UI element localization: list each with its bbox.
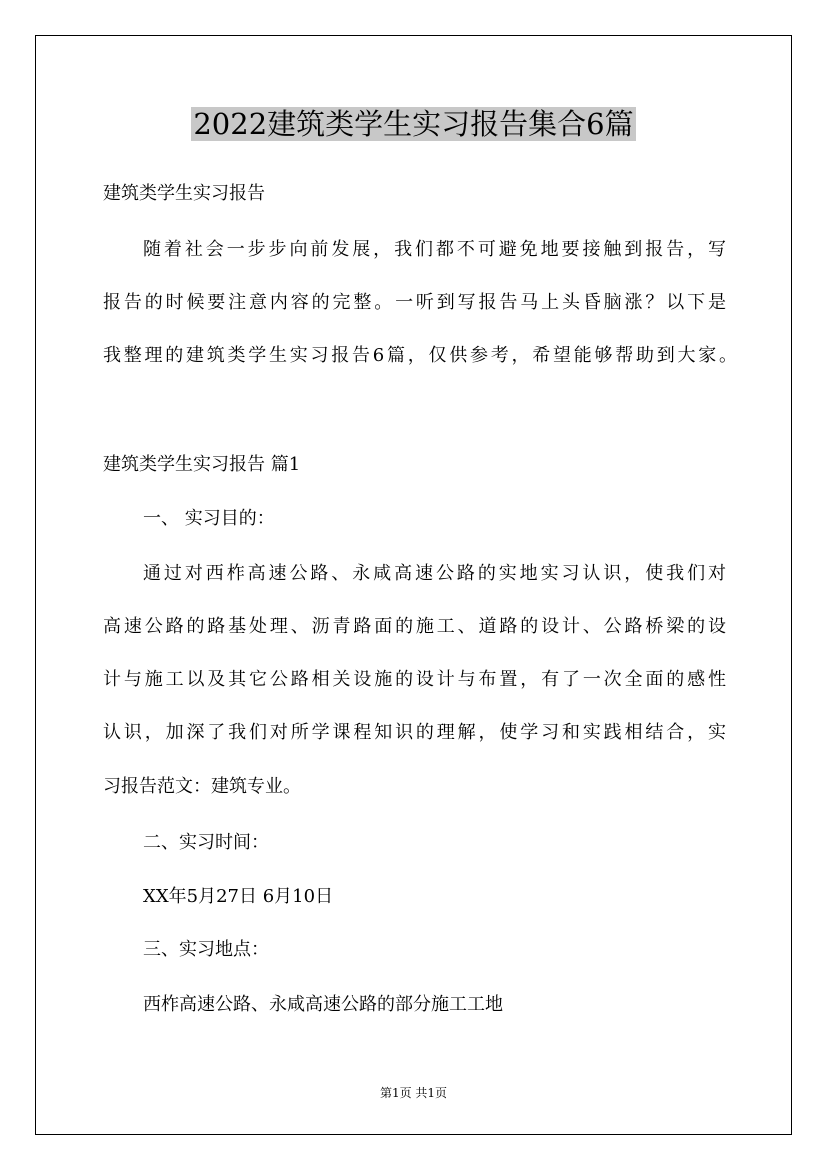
time-heading: 二、实习时间： xyxy=(143,832,269,853)
place-value: 西柞高速公路、永咸高速公路的部分施工工地 xyxy=(143,994,503,1015)
place-heading: 三、实习地点： xyxy=(143,939,269,960)
purpose-line-2: 高速公路的路基处理、沥青路面的施工、道路的设计、公路桥梁的设 xyxy=(103,616,726,637)
purpose-line-1: 通过对西柞高速公路、永咸高速公路的实地实习认识，使我们对 xyxy=(143,563,726,584)
intro-heading: 建筑类学生实习报告 xyxy=(103,183,265,204)
intro-line-1: 随着社会一步步向前发展，我们都不可避免地要接触到报告，写 xyxy=(143,239,726,260)
purpose-line-3: 计与施工以及其它公路相关设施的设计与布置，有了一次全面的感性 xyxy=(103,669,726,690)
time-value: XX年5月27日 6月10日 xyxy=(143,886,334,907)
intro-line-3: 我整理的建筑类学生实习报告6篇，仅供参考，希望能够帮助到大家。 xyxy=(103,345,737,366)
purpose-line-5: 习报告范文：建筑专业。 xyxy=(103,776,301,797)
section-heading: 建筑类学生实习报告 篇1 xyxy=(103,454,301,475)
purpose-line-4: 认识，加深了我们对所学课程知识的理解，使学习和实践相结合，实 xyxy=(103,722,726,743)
purpose-heading: 一、 实习目的： xyxy=(143,508,275,529)
intro-line-2: 报告的时候要注意内容的完整。一听到写报告马上头昏脑涨？以下是 xyxy=(103,292,726,313)
document-title: 2022建筑类学生实习报告集合6篇 xyxy=(193,107,634,141)
page-footer: 第1页 共1页 xyxy=(379,1086,448,1100)
